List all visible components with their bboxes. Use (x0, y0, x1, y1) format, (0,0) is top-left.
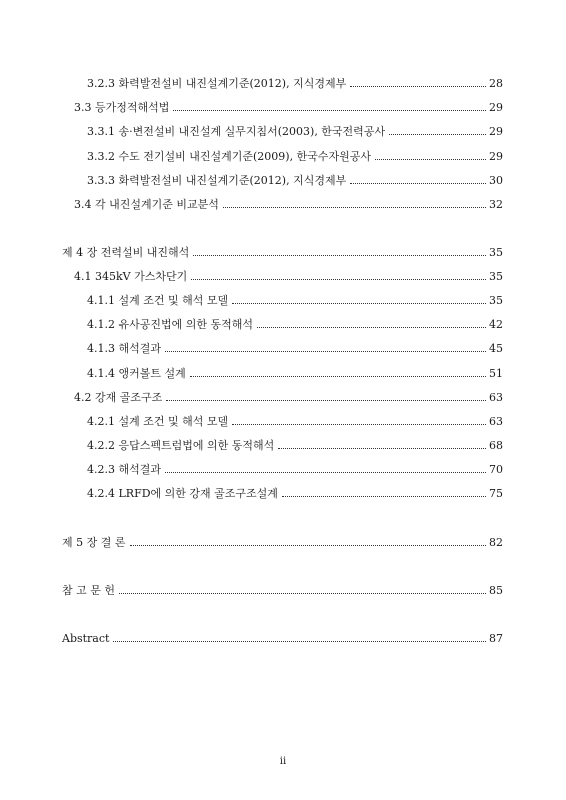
toc-entry-page: 29 (489, 150, 503, 163)
toc-entry-page: 68 (489, 439, 503, 452)
toc-dot-leader (113, 640, 486, 642)
toc-dot-leader (165, 471, 486, 473)
toc-entry-label: 4.1.4 앵커볼트 설계 (87, 367, 186, 380)
toc-entry-page: 51 (489, 367, 503, 380)
toc-entry-label: Abstract (62, 632, 110, 645)
toc-entry (87, 366, 503, 382)
toc-entry (87, 414, 503, 430)
toc-entry-label: 3.3.3 화력발전설비 내진설계기준(2012), 지식경제부 (87, 174, 347, 187)
toc-dot-leader (257, 326, 486, 328)
toc-entry (87, 341, 503, 357)
toc-entry-label: 4.2.2 응답스펙트럼법에 의한 동적해석 (87, 439, 275, 452)
toc-entry-page: 35 (489, 294, 503, 307)
toc-entry-label: 4.1 345kV 가스차단기 (74, 270, 188, 283)
toc-dot-leader (119, 592, 486, 594)
toc-dot-leader (223, 206, 486, 208)
toc-entry (74, 269, 503, 285)
toc-entry-page: 70 (489, 463, 503, 476)
toc-entry-label: 3.2.3 화력발전설비 내진설계기준(2012), 지식경제부 (87, 77, 347, 90)
toc-dot-leader (173, 109, 486, 111)
toc-entry-page: 87 (489, 632, 503, 645)
toc-entry-page: 32 (489, 198, 503, 211)
toc-entry-label: 3.3 등가정적해석법 (74, 101, 170, 114)
toc-entry-label: 3.3.2 수도 전기설비 내진설계기준(2009), 한국수자원공사 (87, 150, 371, 163)
toc-dot-leader (166, 399, 486, 401)
toc-entry-label: 4.2 강재 골조구조 (74, 391, 163, 404)
toc-entry (74, 197, 503, 213)
toc-entry-page: 63 (489, 415, 503, 428)
toc-entry (74, 100, 503, 116)
toc-entry (87, 149, 503, 165)
toc-entry-label: 4.1.3 해석결과 (87, 342, 161, 355)
toc-entry (87, 173, 503, 189)
page-number: ii (279, 756, 287, 767)
toc-dot-leader (350, 85, 486, 87)
toc-entry-page: 29 (489, 125, 503, 138)
toc-dot-leader (389, 133, 486, 135)
toc-entry-label: 3.3.1 송·변전설비 내진설계 실무지침서(2003), 한국전력공사 (87, 125, 386, 138)
toc-entry-label: 제 5 장 결 론 (62, 536, 126, 549)
toc-dot-leader (193, 254, 486, 256)
toc-entry (62, 583, 503, 599)
toc-dot-leader (191, 278, 486, 280)
toc-dot-leader (278, 447, 486, 449)
toc-dot-leader (165, 350, 486, 352)
toc-entry (87, 486, 503, 502)
toc-entry-page: 35 (489, 270, 503, 283)
toc-entry-page: 35 (489, 246, 503, 259)
toc-entry-label: 4.2.3 해석결과 (87, 463, 161, 476)
toc-entry-page: 28 (489, 77, 503, 90)
toc-dot-leader (190, 375, 486, 377)
toc-entry-label: 4.2.4 LRFD에 의한 강재 골조구조설계 (87, 487, 278, 500)
toc-entry (87, 317, 503, 333)
toc-entry (62, 245, 503, 261)
toc-entry (87, 462, 503, 478)
toc-entry (62, 631, 503, 647)
toc-entry-label: 3.4 각 내진설계기준 비교분석 (74, 198, 219, 211)
toc-entry-page: 63 (489, 391, 503, 404)
toc-entry (87, 124, 503, 140)
toc-entry-label: 4.2.1 설계 조건 및 해석 모델 (87, 415, 229, 428)
toc-entry (87, 438, 503, 454)
toc-entry-page: 85 (489, 584, 503, 597)
toc-entry-page: 42 (489, 318, 503, 331)
toc-entry-label: 참 고 문 헌 (62, 584, 115, 597)
toc-entry-page: 75 (489, 487, 503, 500)
toc-entry (87, 293, 503, 309)
toc-entry-label: 제 4 장 전력설비 내진해석 (62, 246, 190, 259)
toc-dot-leader (350, 182, 486, 184)
toc-entry-label: 4.1.2 유사공진법에 의한 동적해석 (87, 318, 253, 331)
toc-dot-leader (232, 302, 486, 304)
toc-entry (87, 76, 503, 92)
toc-entry-label: 4.1.1 설계 조건 및 해석 모델 (87, 294, 229, 307)
toc-entry-page: 82 (489, 536, 503, 549)
toc-entry-page: 30 (489, 174, 503, 187)
toc-entry (62, 535, 503, 551)
toc-dot-leader (232, 423, 486, 425)
toc-dot-leader (282, 495, 486, 497)
toc-entry (74, 390, 503, 406)
toc-entry-page: 45 (489, 342, 503, 355)
toc-entry-page: 29 (489, 101, 503, 114)
toc-dot-leader (375, 158, 486, 160)
toc-dot-leader (130, 544, 487, 546)
